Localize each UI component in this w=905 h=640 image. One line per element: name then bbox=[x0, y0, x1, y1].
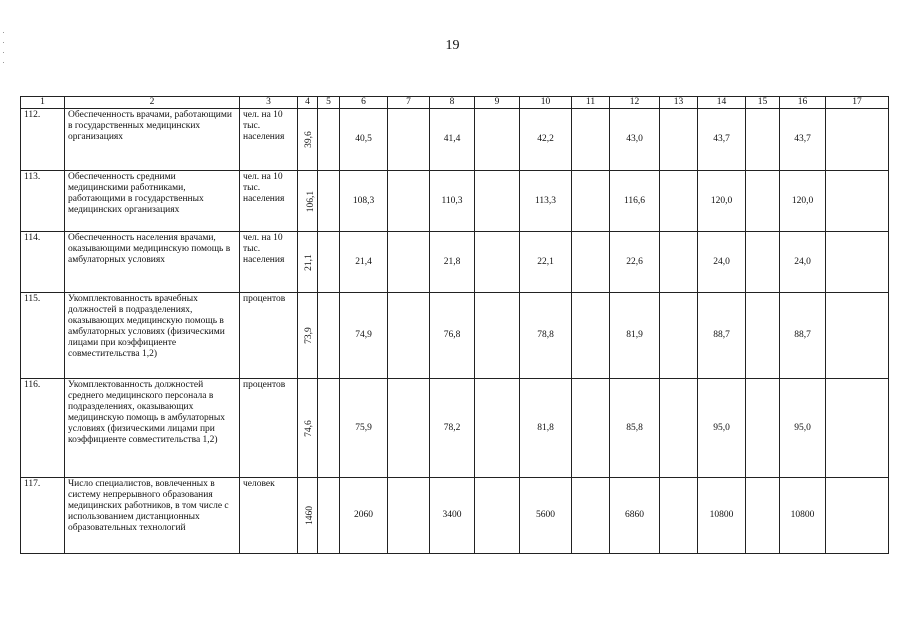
col-5-cell bbox=[318, 478, 340, 554]
col-5-cell bbox=[318, 293, 340, 379]
column-header-5: 5 bbox=[318, 97, 340, 109]
base-value: 21,1 bbox=[303, 253, 314, 271]
col-17-cell bbox=[826, 478, 889, 554]
base-value: 73,9 bbox=[303, 327, 314, 344]
indicator-name: Обеспеченность населения врачами, оказывающими медицинскую помощь в амбулаторных условиях bbox=[65, 232, 240, 293]
value-col-10: 42,2 bbox=[520, 109, 572, 171]
col-5-cell bbox=[318, 232, 340, 293]
value-col-12: 81,9 bbox=[610, 293, 660, 379]
indicator-name: Обеспеченность врачами, работающими в государственных медицинских организациях bbox=[65, 109, 240, 171]
column-header-4: 4 bbox=[298, 97, 318, 109]
value-col-16: 88,7 bbox=[780, 293, 826, 379]
col-11-cell bbox=[572, 109, 610, 171]
col-13-cell bbox=[660, 293, 698, 379]
value-col-8: 41,4 bbox=[430, 109, 475, 171]
indicator-name: Укомплектованность должностей среднего медицинского персонала в подразделениях, оказывающих медицинскую помощь в амбулаторных условиях (физическими лицами при коэффициенте совместительства 1,2) bbox=[65, 379, 240, 478]
table-body bbox=[21, 109, 889, 554]
value-col-10: 78,8 bbox=[520, 293, 572, 379]
row-number: 115. bbox=[21, 293, 65, 379]
col-15-cell bbox=[746, 379, 780, 478]
col-15-cell bbox=[746, 232, 780, 293]
value-col-14: 120,0 bbox=[698, 171, 746, 232]
column-header-3: 3 bbox=[240, 97, 298, 109]
value-col-14: 88,7 bbox=[698, 293, 746, 379]
col-13-cell bbox=[660, 232, 698, 293]
col-15-cell bbox=[746, 478, 780, 554]
base-value-cell bbox=[298, 293, 318, 379]
col-13-cell bbox=[660, 478, 698, 554]
value-col-8: 21,8 bbox=[430, 232, 475, 293]
value-col-10: 22,1 bbox=[520, 232, 572, 293]
value-col-10: 113,3 bbox=[520, 171, 572, 232]
col-11-cell bbox=[572, 379, 610, 478]
col-17-cell bbox=[826, 232, 889, 293]
col-17-cell bbox=[826, 293, 889, 379]
base-value-cell bbox=[298, 171, 318, 232]
col-17-cell bbox=[826, 171, 889, 232]
col-9-cell bbox=[475, 109, 520, 171]
table-row bbox=[21, 379, 889, 478]
col-11-cell bbox=[572, 478, 610, 554]
unit-of-measure: процентов bbox=[240, 379, 298, 478]
col-9-cell bbox=[475, 379, 520, 478]
table-row bbox=[21, 478, 889, 554]
value-col-16: 43,7 bbox=[780, 109, 826, 171]
base-value-cell bbox=[298, 478, 318, 554]
col-5-cell bbox=[318, 109, 340, 171]
column-header-15: 15 bbox=[746, 97, 780, 109]
value-col-10: 81,8 bbox=[520, 379, 572, 478]
value-col-6: 2060 bbox=[340, 478, 388, 554]
column-header-1: 1 bbox=[21, 97, 65, 109]
value-col-12: 43,0 bbox=[610, 109, 660, 171]
column-header-6: 6 bbox=[340, 97, 388, 109]
col-13-cell bbox=[660, 109, 698, 171]
value-col-12: 85,8 bbox=[610, 379, 660, 478]
col-13-cell bbox=[660, 171, 698, 232]
value-col-6: 40,5 bbox=[340, 109, 388, 171]
indicators-table bbox=[20, 96, 889, 554]
row-number: 112. bbox=[21, 109, 65, 171]
column-header-17: 17 bbox=[826, 97, 889, 109]
col-5-cell bbox=[318, 171, 340, 232]
table-row bbox=[21, 232, 889, 293]
unit-of-measure: чел. на 10 тыс. населения bbox=[240, 232, 298, 293]
col-11-cell bbox=[572, 293, 610, 379]
page-number: 19 bbox=[445, 38, 460, 53]
row-number: 114. bbox=[21, 232, 65, 293]
value-col-16: 24,0 bbox=[780, 232, 826, 293]
unit-of-measure: человек bbox=[240, 478, 298, 554]
value-col-16: 10800 bbox=[780, 478, 826, 554]
col-5-cell bbox=[318, 379, 340, 478]
col-13-cell bbox=[660, 379, 698, 478]
col-9-cell bbox=[475, 293, 520, 379]
value-col-6: 74,9 bbox=[340, 293, 388, 379]
value-col-6: 21,4 bbox=[340, 232, 388, 293]
value-col-14: 24,0 bbox=[698, 232, 746, 293]
col-9-cell bbox=[475, 171, 520, 232]
base-value: 74,6 bbox=[303, 419, 314, 437]
col-11-cell bbox=[572, 232, 610, 293]
col-17-cell bbox=[826, 109, 889, 171]
row-number: 116. bbox=[21, 379, 65, 478]
unit-of-measure: чел. на 10 тыс. населения bbox=[240, 109, 298, 171]
value-col-14: 95,0 bbox=[698, 379, 746, 478]
col-7-cell bbox=[388, 478, 430, 554]
header-row bbox=[21, 97, 889, 109]
value-col-8: 76,8 bbox=[430, 293, 475, 379]
col-15-cell bbox=[746, 109, 780, 171]
table-row bbox=[21, 293, 889, 379]
value-col-12: 116,6 bbox=[610, 171, 660, 232]
column-header-2: 2 bbox=[65, 97, 240, 109]
value-col-12: 22,6 bbox=[610, 232, 660, 293]
col-15-cell bbox=[746, 171, 780, 232]
unit-of-measure: процентов bbox=[240, 293, 298, 379]
column-header-13: 13 bbox=[660, 97, 698, 109]
base-value: 39,6 bbox=[303, 131, 314, 148]
base-value-cell bbox=[298, 379, 318, 478]
value-col-6: 75,9 bbox=[340, 379, 388, 478]
col-9-cell bbox=[475, 478, 520, 554]
value-col-8: 78,2 bbox=[430, 379, 475, 478]
col-15-cell bbox=[746, 293, 780, 379]
row-number: 113. bbox=[21, 171, 65, 232]
value-col-12: 6860 bbox=[610, 478, 660, 554]
base-value: 106,1 bbox=[306, 190, 317, 212]
col-7-cell bbox=[388, 171, 430, 232]
col-11-cell bbox=[572, 171, 610, 232]
indicator-name: Укомплектованность врачебных должностей в подразделениях, оказывающих медицинскую помощь в амбулаторных условиях (физическими лицами при коэффициенте совместительства 1,2) bbox=[65, 293, 240, 379]
column-header-11: 11 bbox=[572, 97, 610, 109]
value-col-16: 120,0 bbox=[780, 171, 826, 232]
table-row bbox=[21, 171, 889, 232]
value-col-10: 5600 bbox=[520, 478, 572, 554]
column-header-14: 14 bbox=[698, 97, 746, 109]
unit-of-measure: чел. на 10 тыс. населения bbox=[240, 171, 298, 232]
base-value-cell bbox=[298, 232, 318, 293]
col-9-cell bbox=[475, 232, 520, 293]
value-col-8: 110,3 bbox=[430, 171, 475, 232]
row-number: 117. bbox=[21, 478, 65, 554]
table-row bbox=[21, 109, 889, 171]
col-7-cell bbox=[388, 379, 430, 478]
column-header-12: 12 bbox=[610, 97, 660, 109]
value-col-6: 108,3 bbox=[340, 171, 388, 232]
base-value-cell bbox=[298, 109, 318, 171]
value-col-16: 95,0 bbox=[780, 379, 826, 478]
column-header-7: 7 bbox=[388, 97, 430, 109]
base-value: 1460 bbox=[305, 506, 315, 525]
value-col-14: 10800 bbox=[698, 478, 746, 554]
indicator-name: Обеспеченность средними медицинскими работниками, работающими в государственных медицинских организациях bbox=[65, 171, 240, 232]
col-7-cell bbox=[388, 293, 430, 379]
col-17-cell bbox=[826, 379, 889, 478]
col-7-cell bbox=[388, 232, 430, 293]
column-header-8: 8 bbox=[430, 97, 475, 109]
indicator-name: Число специалистов, вовлеченных в систему непрерывного образования медицинских работников, в том числе с использованием дистанционных образовательных технологий bbox=[65, 478, 240, 554]
column-header-16: 16 bbox=[780, 97, 826, 109]
column-header-10: 10 bbox=[520, 97, 572, 109]
column-header-9: 9 bbox=[475, 97, 520, 109]
value-col-8: 3400 bbox=[430, 478, 475, 554]
col-7-cell bbox=[388, 109, 430, 171]
value-col-14: 43,7 bbox=[698, 109, 746, 171]
